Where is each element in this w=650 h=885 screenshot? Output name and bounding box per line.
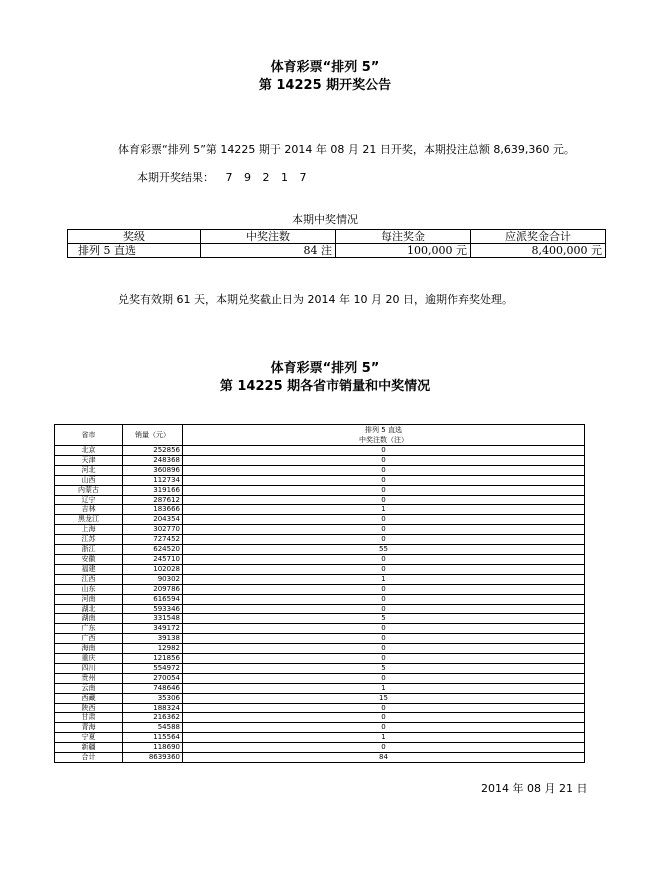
prize-level: 排列 5 直选 xyxy=(68,244,201,258)
province-name: 云南 xyxy=(55,683,123,693)
draw-result-numbers: 7 9 2 1 7 xyxy=(225,171,311,184)
province-sales: 349172 xyxy=(123,624,183,634)
province-name: 西藏 xyxy=(55,693,123,703)
table-row xyxy=(55,743,585,753)
table-row xyxy=(55,564,585,574)
table-row xyxy=(55,515,585,525)
province-name: 青海 xyxy=(55,723,123,733)
winning-count: 84 注 xyxy=(201,244,336,258)
table-row xyxy=(55,594,585,604)
province-sales: 12982 xyxy=(123,644,183,654)
header-winners-line1: 排列 5 直选 xyxy=(365,426,402,434)
province-name: 湖北 xyxy=(55,604,123,614)
province-sales: 270054 xyxy=(123,673,183,683)
table-row xyxy=(55,545,585,555)
header-prize-per-bet: 每注奖金 xyxy=(336,230,471,244)
province-name: 四川 xyxy=(55,663,123,673)
table-row xyxy=(55,446,585,456)
province-winners: 84 xyxy=(183,753,585,763)
province-name: 湖南 xyxy=(55,614,123,624)
province-name: 陕西 xyxy=(55,703,123,713)
province-winners: 0 xyxy=(183,634,585,644)
province-winners: 1 xyxy=(183,683,585,693)
province-sales: 252856 xyxy=(123,446,183,456)
province-winners: 0 xyxy=(183,723,585,733)
header-prize-level: 奖级 xyxy=(68,230,201,244)
province-table-body xyxy=(55,446,585,763)
province-name: 安徽 xyxy=(55,554,123,564)
province-winners: 0 xyxy=(183,703,585,713)
header-winners-line2: 中奖注数（注） xyxy=(359,436,408,444)
province-sales: 54588 xyxy=(123,723,183,733)
province-sales: 331548 xyxy=(123,614,183,624)
province-winners: 0 xyxy=(183,584,585,594)
province-winners: 0 xyxy=(183,515,585,525)
province-sales: 319166 xyxy=(123,485,183,495)
province-name: 江苏 xyxy=(55,535,123,545)
draw-result xyxy=(137,169,310,185)
table-row xyxy=(55,723,585,733)
province-sales: 209786 xyxy=(123,584,183,594)
table-row xyxy=(55,495,585,505)
province-winners: 0 xyxy=(183,594,585,604)
province-name: 北京 xyxy=(55,446,123,456)
announcement-subtitle: 第 14225 期开奖公告 xyxy=(258,78,392,93)
province-winners: 0 xyxy=(183,604,585,614)
province-winners: 1 xyxy=(183,574,585,584)
province-name: 重庆 xyxy=(55,654,123,664)
province-sales: 554972 xyxy=(123,663,183,673)
province-name: 上海 xyxy=(55,525,123,535)
province-winners: 0 xyxy=(183,525,585,535)
province-sales: 35306 xyxy=(123,693,183,703)
province-sales: 8639360 xyxy=(123,753,183,763)
footer-date: 2014 年 08 月 21 日 xyxy=(481,782,588,795)
province-name: 辽宁 xyxy=(55,495,123,505)
province-sales: 118690 xyxy=(123,743,183,753)
province-name: 宁夏 xyxy=(55,733,123,743)
province-sales: 248368 xyxy=(123,455,183,465)
province-table-header xyxy=(55,425,585,446)
table-row xyxy=(55,584,585,594)
table-row xyxy=(55,505,585,515)
prize-table xyxy=(67,229,606,258)
redemption-notice: 兑奖有效期 61 天，本期兑奖截止日为 2014 年 10 月 20 日，逾期作弃奖处理。 xyxy=(118,293,513,306)
province-name: 天津 xyxy=(55,455,123,465)
province-name: 福建 xyxy=(55,564,123,574)
province-winners: 1 xyxy=(183,505,585,515)
province-sales: 216362 xyxy=(123,713,183,723)
province-name: 海南 xyxy=(55,644,123,654)
province-winners: 0 xyxy=(183,535,585,545)
province-sales: 593346 xyxy=(123,604,183,614)
province-sales: 624520 xyxy=(123,545,183,555)
province-winners: 55 xyxy=(183,545,585,555)
province-winners: 1 xyxy=(183,733,585,743)
table-row xyxy=(55,713,585,723)
prize-table-row xyxy=(68,244,606,258)
province-winners: 5 xyxy=(183,614,585,624)
table-row xyxy=(55,525,585,535)
province-winners: 0 xyxy=(183,485,585,495)
province-winners: 0 xyxy=(183,495,585,505)
province-winners: 0 xyxy=(183,446,585,456)
table-row xyxy=(55,475,585,485)
province-winners: 15 xyxy=(183,693,585,703)
province-winners: 0 xyxy=(183,564,585,574)
province-sales: 287612 xyxy=(123,495,183,505)
table-row xyxy=(55,753,585,763)
intro-paragraph: 体育彩票“排列 5”第 14225 期于 2014 年 08 月 21 日开奖，本期投注总额 8,639,360 元。 xyxy=(118,143,575,156)
province-name: 山西 xyxy=(55,475,123,485)
table-row xyxy=(55,485,585,495)
prize-section-title: 本期中奖情况 xyxy=(292,213,358,226)
province-name: 河北 xyxy=(55,465,123,475)
province-sales: 302770 xyxy=(123,525,183,535)
province-sales: 245710 xyxy=(123,554,183,564)
province-name: 新疆 xyxy=(55,743,123,753)
province-name: 内蒙古 xyxy=(55,485,123,495)
table-row xyxy=(55,703,585,713)
province-winners: 0 xyxy=(183,713,585,723)
table-row xyxy=(55,465,585,475)
province-winners: 0 xyxy=(183,743,585,753)
province-winners: 0 xyxy=(183,673,585,683)
table-row xyxy=(55,574,585,584)
province-sales: 748646 xyxy=(123,683,183,693)
table-row xyxy=(55,663,585,673)
province-name: 河南 xyxy=(55,594,123,604)
province-name: 甘肃 xyxy=(55,713,123,723)
province-winners: 0 xyxy=(183,554,585,564)
province-sales: 727452 xyxy=(123,535,183,545)
province-sales: 90302 xyxy=(123,574,183,584)
province-winners: 0 xyxy=(183,654,585,664)
section2-subtitle: 第 14225 期各省市销量和中奖情况 xyxy=(219,379,431,394)
section2-title: 体育彩票“排列 5” xyxy=(270,361,380,376)
province-sales: 121856 xyxy=(123,654,183,664)
province-sales: 39138 xyxy=(123,634,183,644)
province-name: 广东 xyxy=(55,624,123,634)
header-winners xyxy=(183,425,585,446)
table-row xyxy=(55,693,585,703)
province-winners: 0 xyxy=(183,455,585,465)
table-row xyxy=(55,634,585,644)
province-name: 黑龙江 xyxy=(55,515,123,525)
total-prize: 8,400,000 元 xyxy=(471,244,606,258)
province-name: 合计 xyxy=(55,753,123,763)
header-province: 省市 xyxy=(55,425,123,446)
table-row xyxy=(55,733,585,743)
table-row xyxy=(55,683,585,693)
province-sales: 115564 xyxy=(123,733,183,743)
table-row xyxy=(55,614,585,624)
province-name: 贵州 xyxy=(55,673,123,683)
province-sales: 102028 xyxy=(123,564,183,574)
header-winning-count: 中奖注数 xyxy=(201,230,336,244)
province-sales: 616594 xyxy=(123,594,183,604)
table-row xyxy=(55,604,585,614)
province-sales: 360896 xyxy=(123,465,183,475)
table-row xyxy=(55,673,585,683)
province-name: 山东 xyxy=(55,584,123,594)
table-row xyxy=(55,535,585,545)
announcement-title: 体育彩票“排列 5” xyxy=(270,60,380,75)
table-row xyxy=(55,644,585,654)
province-winners: 5 xyxy=(183,663,585,673)
header-total-prize: 应派奖金合计 xyxy=(471,230,606,244)
draw-result-label: 本期开奖结果： xyxy=(137,171,214,184)
province-name: 浙江 xyxy=(55,545,123,555)
table-row xyxy=(55,455,585,465)
table-row xyxy=(55,654,585,664)
province-name: 江西 xyxy=(55,574,123,584)
province-winners: 0 xyxy=(183,475,585,485)
province-winners: 0 xyxy=(183,644,585,654)
province-winners: 0 xyxy=(183,465,585,475)
table-row xyxy=(55,554,585,564)
province-name: 广西 xyxy=(55,634,123,644)
province-table xyxy=(54,424,585,763)
province-sales: 188324 xyxy=(123,703,183,713)
province-winners: 0 xyxy=(183,624,585,634)
province-sales: 112734 xyxy=(123,475,183,485)
province-name: 吉林 xyxy=(55,505,123,515)
header-sales: 销量（元） xyxy=(123,425,183,446)
province-sales: 204354 xyxy=(123,515,183,525)
prize-table-header xyxy=(68,230,606,244)
prize-per-bet: 100,000 元 xyxy=(336,244,471,258)
province-sales: 183666 xyxy=(123,505,183,515)
table-row xyxy=(55,624,585,634)
